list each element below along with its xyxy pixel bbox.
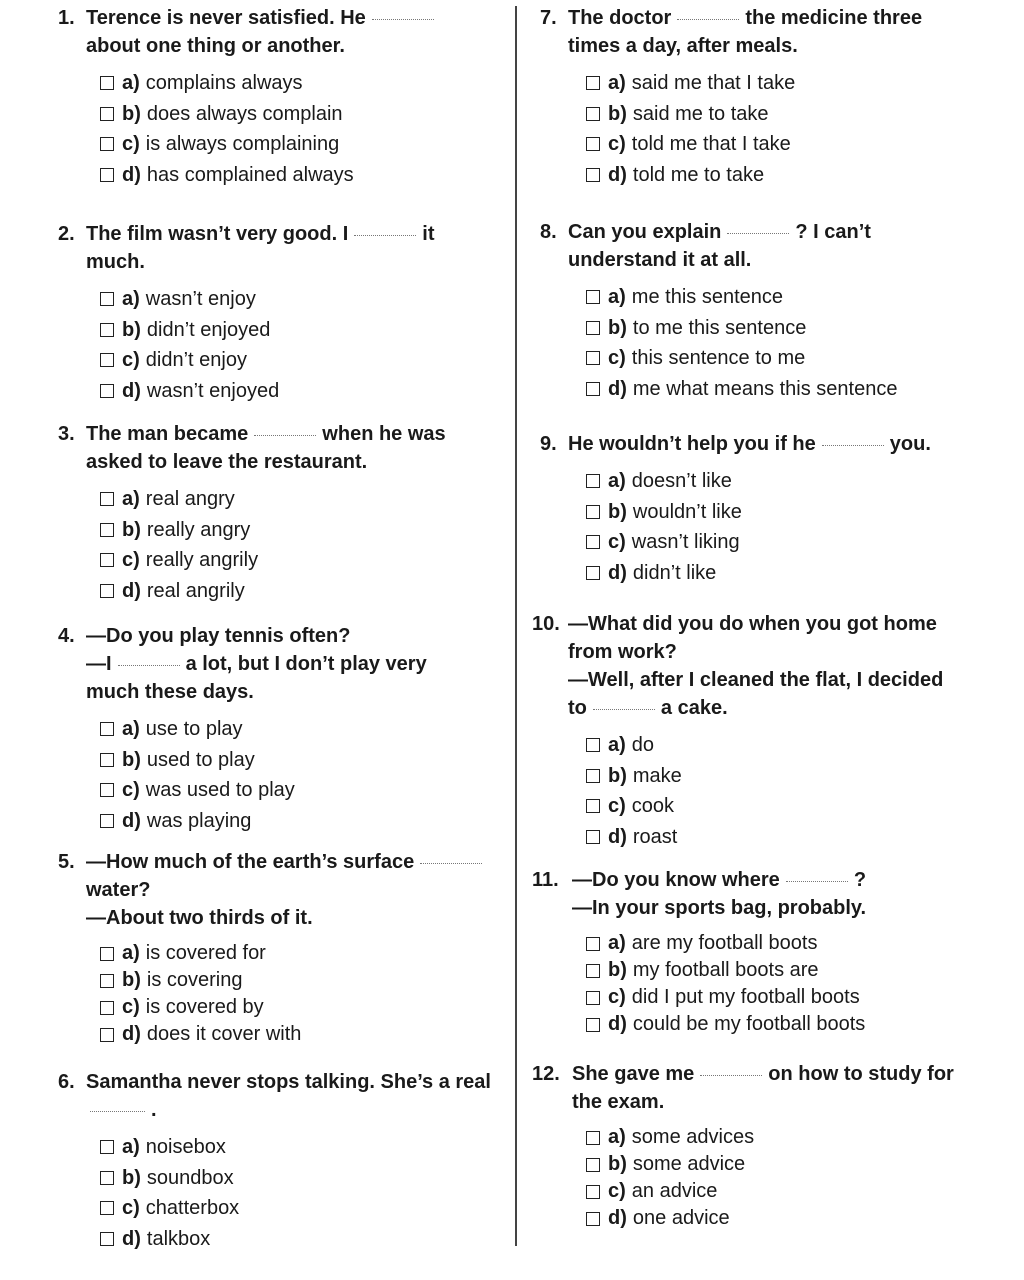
- question-3: [58, 420, 446, 606]
- checkbox[interactable]: [100, 137, 114, 151]
- option-d[interactable]: d) roast: [586, 822, 943, 853]
- answer-blank[interactable]: [90, 1111, 145, 1112]
- checkbox[interactable]: [100, 107, 114, 121]
- checkbox[interactable]: [100, 1001, 114, 1015]
- option-b[interactable]: b) to me this sentence: [586, 313, 897, 344]
- option-c[interactable]: c) told me that I take: [586, 129, 922, 160]
- question-stem: 6. Samantha never stops talking. She’s a real .: [58, 1071, 491, 1121]
- option-a[interactable]: a) are my football boots: [586, 930, 866, 957]
- question-11: [532, 866, 866, 1038]
- option-d[interactable]: d) told me to take: [586, 160, 922, 191]
- option-b[interactable]: b) used to play: [100, 745, 427, 776]
- option-c[interactable]: c) is always complaining: [100, 129, 440, 160]
- question-8: [540, 218, 897, 404]
- checkbox[interactable]: [586, 937, 600, 951]
- option-a[interactable]: a) real angry: [100, 484, 446, 515]
- question-10: [532, 610, 943, 852]
- option-c[interactable]: c) chatterbox: [100, 1193, 491, 1224]
- option-b[interactable]: b) my football boots are: [586, 957, 866, 984]
- checkbox[interactable]: [100, 492, 114, 506]
- checkbox[interactable]: [100, 1028, 114, 1042]
- answer-blank[interactable]: [786, 881, 848, 882]
- option-c[interactable]: c) cook: [586, 791, 943, 822]
- options: [586, 930, 866, 1038]
- checkbox[interactable]: [100, 323, 114, 337]
- column-divider: [515, 6, 517, 1246]
- checkbox[interactable]: [100, 168, 114, 182]
- option-c[interactable]: c) this sentence to me: [586, 343, 897, 374]
- checkbox[interactable]: [586, 799, 600, 813]
- checkbox[interactable]: [100, 783, 114, 797]
- option-a[interactable]: a) said me that I take: [586, 68, 922, 99]
- question-stem: 1. Terence is never satisfied. He about one thing or another.: [58, 4, 440, 60]
- checkbox[interactable]: [100, 814, 114, 828]
- option-a[interactable]: a) some advices: [586, 1124, 954, 1151]
- answer-blank[interactable]: [372, 19, 434, 20]
- option-d[interactable]: d) talkbox: [100, 1224, 491, 1255]
- option-b[interactable]: b) soundbox: [100, 1163, 491, 1194]
- question-stem: 7. The doctor the medicine three times a day, after meals.: [540, 7, 923, 57]
- options: [586, 466, 931, 588]
- option-c[interactable]: c) didn’t enjoy: [100, 345, 434, 376]
- answer-blank[interactable]: [354, 235, 416, 236]
- answer-blank[interactable]: [677, 19, 739, 20]
- question-stem: 3. The man became when he was asked to leave the restaurant.: [58, 423, 446, 473]
- checkbox[interactable]: [586, 321, 600, 335]
- option-a[interactable]: a) doesn’t like: [586, 466, 931, 497]
- option-c[interactable]: c) was used to play: [100, 775, 427, 806]
- checkbox[interactable]: [100, 974, 114, 988]
- answer-blank[interactable]: [727, 233, 789, 234]
- checkbox[interactable]: [100, 523, 114, 537]
- option-d[interactable]: d) real angrily: [100, 576, 446, 607]
- option-b[interactable]: b) is covering: [100, 967, 488, 994]
- options: [100, 68, 440, 190]
- options: [586, 282, 897, 404]
- answer-blank[interactable]: [700, 1075, 762, 1076]
- checkbox[interactable]: [586, 1131, 600, 1145]
- option-a[interactable]: a) use to play: [100, 714, 427, 745]
- option-a[interactable]: a) do: [586, 730, 943, 761]
- options: [100, 1132, 491, 1254]
- checkbox[interactable]: [100, 353, 114, 367]
- option-d[interactable]: d) has complained always: [100, 160, 440, 191]
- option-b[interactable]: b) wouldn’t like: [586, 497, 931, 528]
- checkbox[interactable]: [100, 1201, 114, 1215]
- answer-blank[interactable]: [420, 863, 482, 864]
- option-b[interactable]: b) really angry: [100, 515, 446, 546]
- checkbox[interactable]: [586, 1212, 600, 1226]
- option-b[interactable]: b) didn’t enjoyed: [100, 315, 434, 346]
- checkbox[interactable]: [100, 947, 114, 961]
- option-b[interactable]: b) some advice: [586, 1151, 954, 1178]
- options: [100, 714, 427, 836]
- option-c[interactable]: c) did I put my football boots: [586, 984, 866, 1011]
- option-d[interactable]: d) didn’t like: [586, 558, 931, 589]
- checkbox[interactable]: [100, 584, 114, 598]
- checkbox[interactable]: [586, 566, 600, 580]
- question-stem: 2. The film wasn’t very good. I it much.: [58, 223, 435, 273]
- checkbox[interactable]: [100, 553, 114, 567]
- option-a[interactable]: a) noisebox: [100, 1132, 491, 1163]
- checkbox[interactable]: [586, 107, 600, 121]
- option-d[interactable]: d) one advice: [586, 1205, 954, 1232]
- checkbox[interactable]: [100, 753, 114, 767]
- checkbox[interactable]: [586, 1158, 600, 1172]
- option-a[interactable]: a) complains always: [100, 68, 440, 99]
- question-stem: 11. —Do you know where ? —In your sports bag, probably.: [532, 869, 867, 919]
- options: [100, 284, 434, 406]
- option-a[interactable]: a) wasn’t enjoy: [100, 284, 434, 315]
- options: [586, 68, 922, 190]
- checkbox[interactable]: [100, 384, 114, 398]
- checkbox[interactable]: [100, 1140, 114, 1154]
- question-stem: 8. Can you explain ? I can’t understand it at all.: [540, 221, 871, 271]
- checkbox[interactable]: [586, 351, 600, 365]
- checkbox[interactable]: [586, 137, 600, 151]
- option-a[interactable]: a) is covered for: [100, 940, 488, 967]
- checkbox[interactable]: [586, 830, 600, 844]
- option-d[interactable]: d) wasn’t enjoyed: [100, 376, 434, 407]
- checkbox[interactable]: [586, 1185, 600, 1199]
- option-d[interactable]: d) me what means this sentence: [586, 374, 897, 405]
- options: [100, 940, 488, 1048]
- answer-blank[interactable]: [822, 445, 884, 446]
- checkbox[interactable]: [100, 1171, 114, 1185]
- checkbox[interactable]: [586, 474, 600, 488]
- option-c[interactable]: c) is covered by: [100, 994, 488, 1021]
- checkbox[interactable]: [100, 76, 114, 90]
- answer-blank[interactable]: [254, 435, 316, 436]
- checkbox[interactable]: [586, 738, 600, 752]
- option-b[interactable]: b) make: [586, 761, 943, 792]
- options: [100, 484, 446, 606]
- checkbox[interactable]: [586, 769, 600, 783]
- answer-blank[interactable]: [593, 709, 655, 710]
- question-stem: 5. —How much of the earth’s surface water? —About two thirds of it.: [58, 848, 488, 932]
- question-stem: 4. —Do you play tennis often? —I a lot, but I don’t play very much these days.: [58, 625, 427, 703]
- question-6: [58, 1068, 491, 1254]
- checkbox[interactable]: [586, 290, 600, 304]
- question-stem: 12. She gave me on how to study for the exam.: [532, 1063, 954, 1113]
- question-12: [532, 1060, 954, 1232]
- checkbox[interactable]: [586, 991, 600, 1005]
- option-d[interactable]: d) could be my football boots: [586, 1011, 866, 1038]
- checkbox[interactable]: [586, 505, 600, 519]
- question-1: [58, 4, 440, 190]
- option-a[interactable]: a) me this sentence: [586, 282, 897, 313]
- answer-blank[interactable]: [118, 665, 180, 666]
- option-b[interactable]: b) does always complain: [100, 99, 440, 130]
- option-c[interactable]: c) an advice: [586, 1178, 954, 1205]
- checkbox[interactable]: [586, 168, 600, 182]
- question-stem: 9. He wouldn’t help you if he you.: [540, 433, 931, 455]
- checkbox[interactable]: [586, 964, 600, 978]
- options: [586, 1124, 954, 1232]
- checkbox[interactable]: [586, 1018, 600, 1032]
- checkbox[interactable]: [586, 76, 600, 90]
- question-4: [58, 622, 427, 836]
- question-5: [58, 848, 488, 1048]
- question-7: [540, 4, 922, 190]
- question-stem: 10. —What did you do when you got home from work? —Well, after I cleaned the flat, I decided to a cake.: [532, 613, 944, 719]
- option-c[interactable]: c) wasn’t liking: [586, 527, 931, 558]
- checkbox[interactable]: [100, 722, 114, 736]
- options: [586, 730, 943, 852]
- checkbox[interactable]: [100, 292, 114, 306]
- checkbox[interactable]: [100, 1232, 114, 1246]
- question-2: [58, 220, 434, 406]
- checkbox[interactable]: [586, 535, 600, 549]
- checkbox[interactable]: [586, 382, 600, 396]
- option-d[interactable]: d) was playing: [100, 806, 427, 837]
- question-9: [540, 430, 931, 588]
- option-b[interactable]: b) said me to take: [586, 99, 922, 130]
- option-d[interactable]: d) does it cover with: [100, 1021, 488, 1048]
- option-c[interactable]: c) really angrily: [100, 545, 446, 576]
